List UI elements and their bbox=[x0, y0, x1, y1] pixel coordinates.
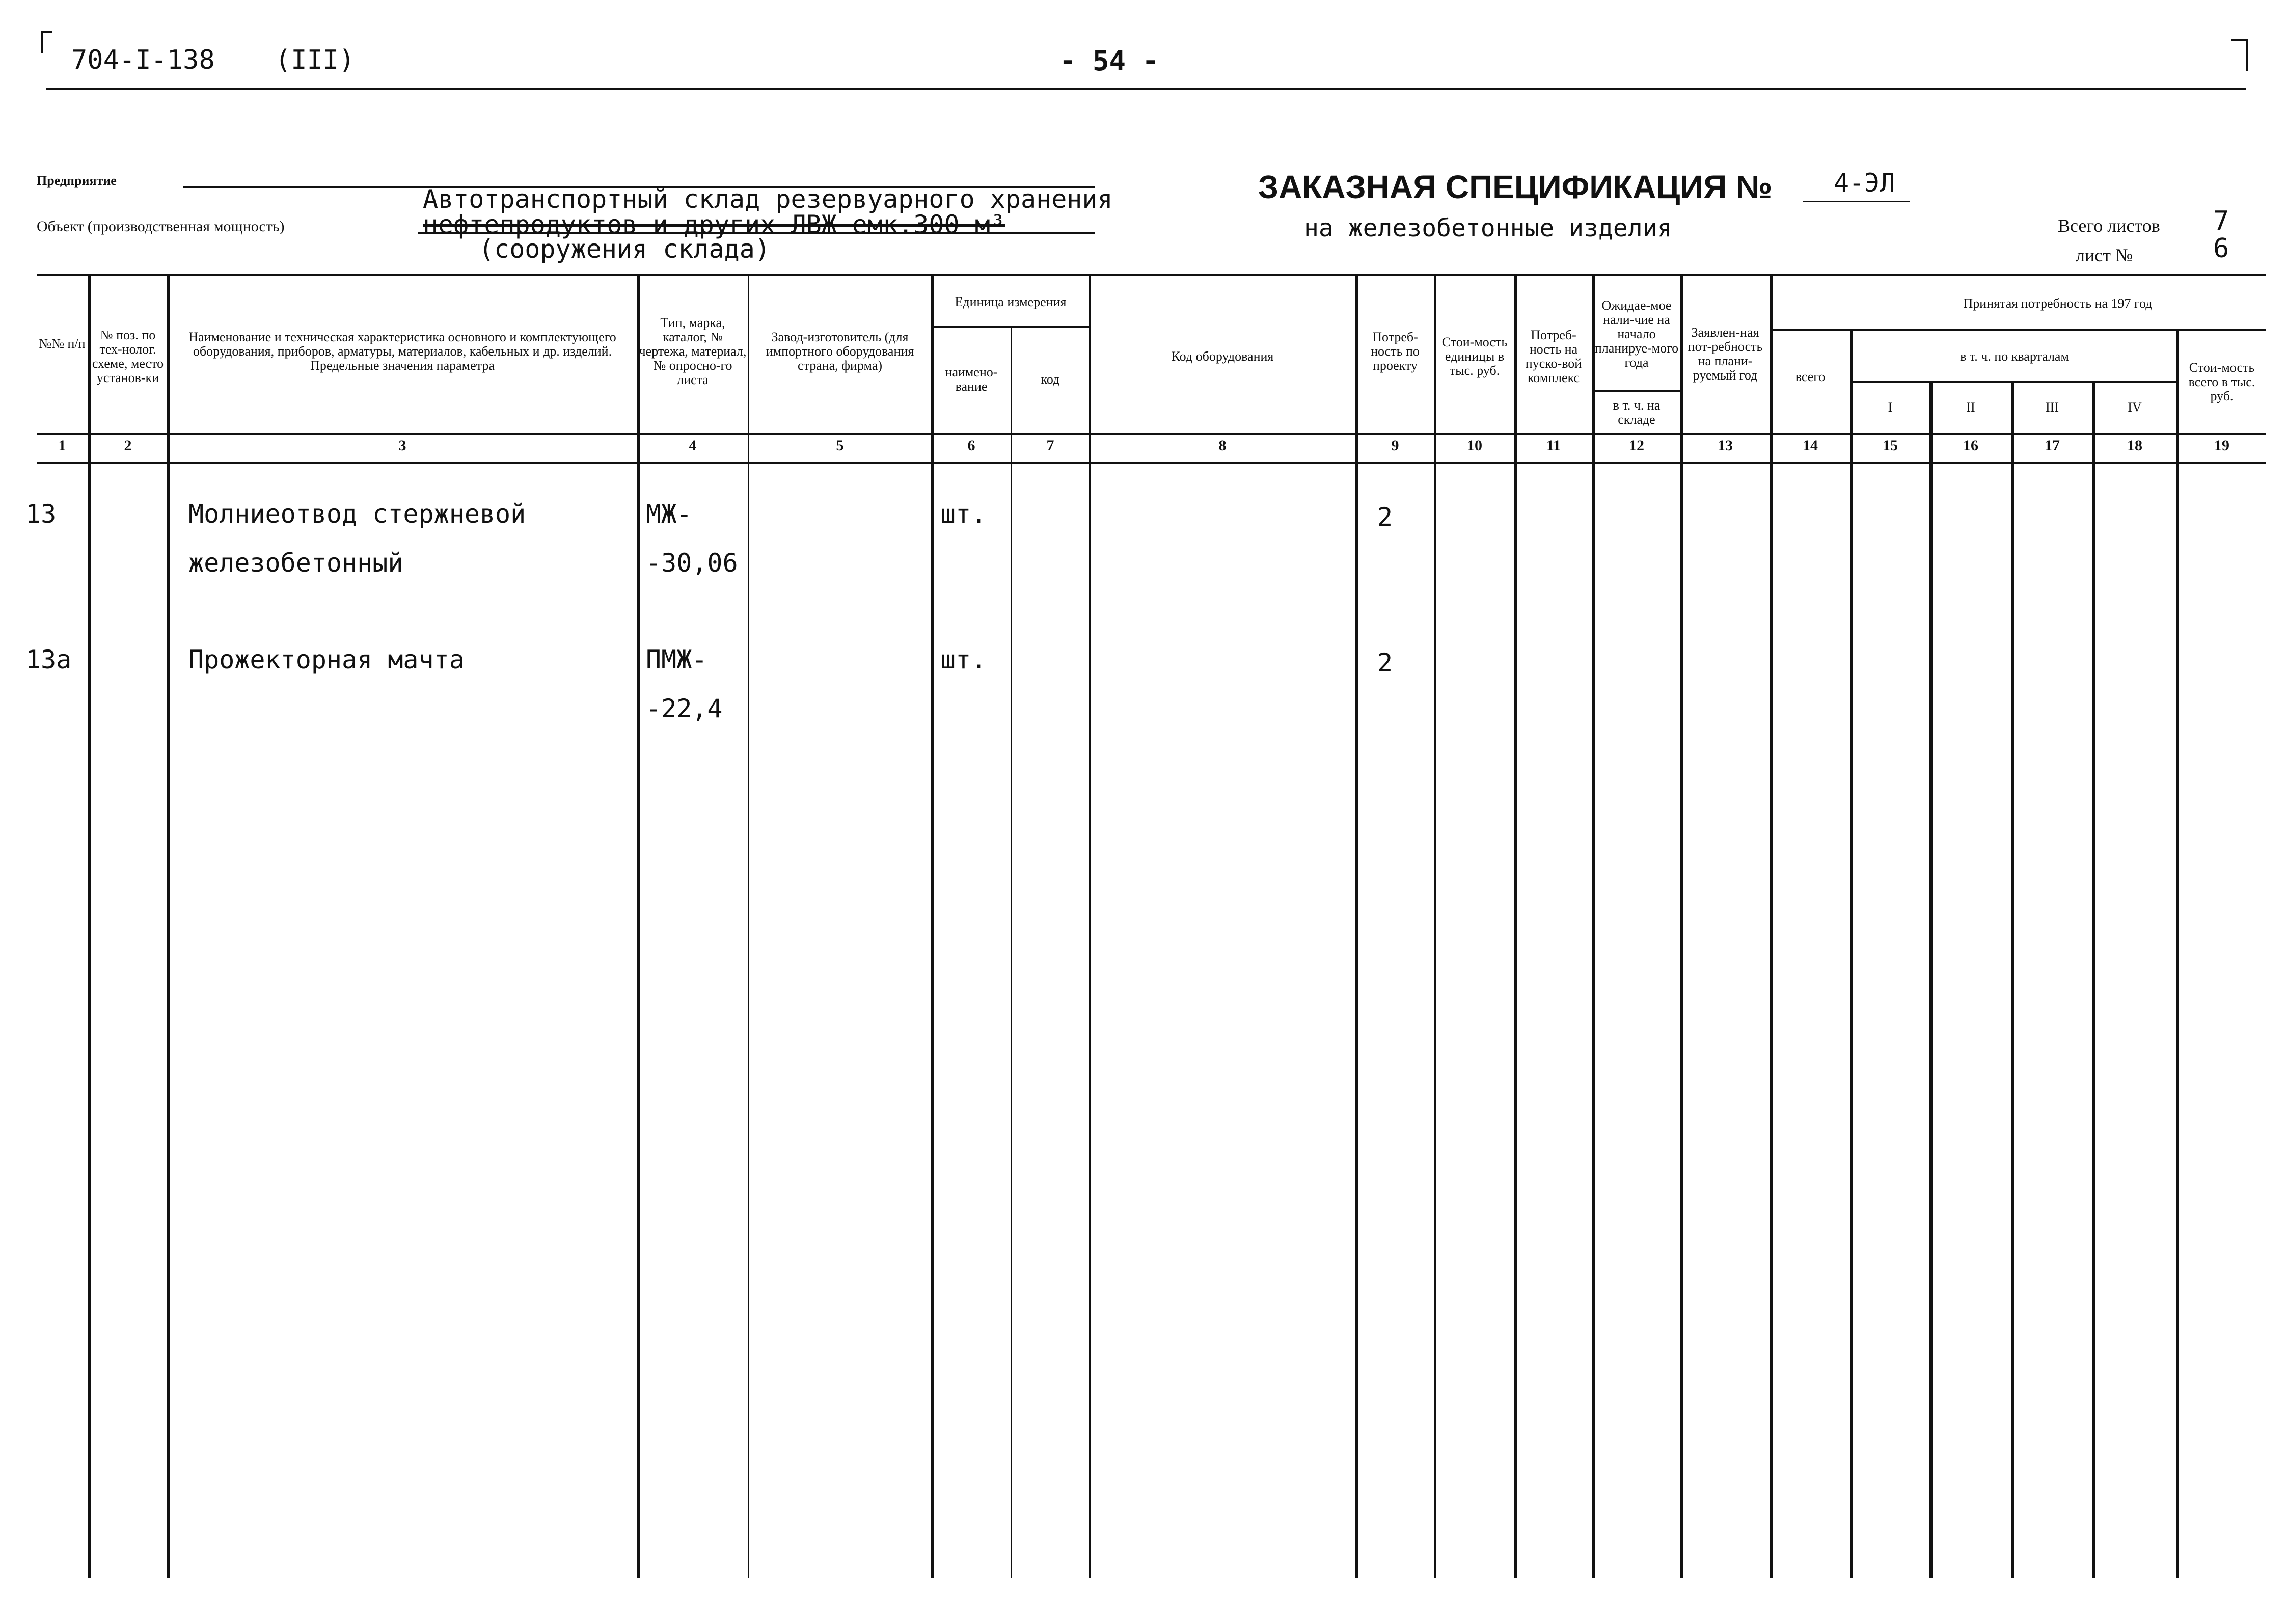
row-number: 13а bbox=[25, 645, 72, 674]
col-line-14 bbox=[1850, 329, 1853, 1578]
col12-split-rule bbox=[1592, 390, 1680, 392]
total-sheets-value: 7 bbox=[2213, 206, 2229, 236]
col-line-8 bbox=[1355, 274, 1358, 1578]
item-unit: шт. bbox=[940, 499, 987, 529]
table-top-rule bbox=[37, 274, 2266, 276]
col-header-11: Потреб-ность на пуско-вой комплекс bbox=[1525, 328, 1582, 385]
col-number-11: 11 bbox=[1546, 437, 1561, 454]
col-number-7: 7 bbox=[1046, 437, 1054, 454]
sheet-label: лист № bbox=[2076, 245, 2133, 265]
col-header-13: Заявлен-ная пот-ребность на плани-руемый год bbox=[1688, 325, 1763, 383]
spec-subtitle: на железобетонные изделия bbox=[1304, 214, 1672, 242]
corner-mark-left bbox=[41, 31, 52, 53]
col-line-16 bbox=[2011, 381, 2014, 1578]
col-number-16: 16 bbox=[1963, 437, 1978, 454]
row-number: 13 bbox=[25, 499, 57, 529]
col-number-14: 14 bbox=[1803, 437, 1818, 454]
col-line-18 bbox=[2176, 329, 2179, 1578]
item-name-line2: железобетонный bbox=[188, 548, 403, 578]
col-line-17 bbox=[2092, 381, 2096, 1578]
col-number-18: 18 bbox=[2127, 437, 2142, 454]
unit-group-rule bbox=[931, 326, 1089, 328]
accepted-group-header: Принятая потребность на 197 год bbox=[1963, 296, 2153, 311]
col-header-3: Наименование и техническая характеристика основного и комплектующего оборудования, приборов, арматуры, материалов, кабельных и др. изделий. Предельные значения параметра bbox=[188, 330, 616, 373]
object-name-line3: (сооружения склада) bbox=[479, 234, 770, 264]
col-number-19: 19 bbox=[2214, 437, 2229, 454]
object-label: Объект (производственная мощность) bbox=[37, 218, 285, 235]
unit-group-header: Единица измерения bbox=[955, 294, 1067, 309]
col-header-2: № поз. по тех-нолог. схеме, место установ-ки bbox=[92, 328, 164, 385]
col-header-17: III bbox=[2046, 400, 2059, 415]
spec-number: 4-ЭЛ bbox=[1834, 168, 1895, 198]
object-name-line2: нефтепродуктов и других ЛВЖ емк.300 м³ bbox=[423, 210, 1005, 239]
col-line-11 bbox=[1592, 274, 1595, 1578]
enterprise-label: Предприятие bbox=[37, 173, 117, 188]
col-header-12-top: Ожидае-мое нали-чие на начало планируе-мого года bbox=[1594, 298, 1679, 370]
col-number-3: 3 bbox=[398, 437, 406, 454]
item-type-line2: -30,06 bbox=[646, 548, 738, 578]
item-type-line1: МЖ- bbox=[646, 499, 692, 529]
col-line-1 bbox=[88, 274, 91, 1578]
accepted-group-rule bbox=[1770, 329, 2266, 331]
col-line-15 bbox=[1929, 381, 1933, 1578]
page-number: - 54 - bbox=[1059, 45, 1159, 77]
col-number-10: 10 bbox=[1467, 437, 1482, 454]
col-line-9 bbox=[1434, 274, 1436, 1578]
col-number-17: 17 bbox=[2045, 437, 2060, 454]
col-header-18: IV bbox=[2128, 400, 2142, 415]
col-number-1: 1 bbox=[58, 437, 66, 454]
col-header-4: Тип, марка, каталог, № чертежа, материал, № опросно-го листа bbox=[639, 315, 747, 387]
col-number-9: 9 bbox=[1391, 437, 1399, 454]
col-line-13 bbox=[1770, 274, 1773, 1578]
total-sheets-label: Всего листов bbox=[2058, 215, 2160, 236]
item-quantity: 2 bbox=[1377, 648, 1393, 678]
item-type-line1: ПМЖ- bbox=[646, 645, 707, 674]
col-number-4: 4 bbox=[689, 437, 697, 454]
col-number-6: 6 bbox=[967, 437, 975, 454]
spec-number-line bbox=[1803, 201, 1910, 202]
col-line-12 bbox=[1680, 274, 1683, 1578]
object-name-line1: Автотранспортный склад резервуарного хранения bbox=[423, 184, 1113, 214]
corner-mark-right bbox=[2231, 39, 2248, 71]
volume-number: (III) bbox=[275, 45, 355, 75]
col-number-15: 15 bbox=[1883, 437, 1898, 454]
col-line-5 bbox=[931, 274, 934, 1578]
col-number-8: 8 bbox=[1218, 437, 1227, 454]
col-line-2 bbox=[167, 274, 170, 1578]
quarters-group-header: в т. ч. по кварталам bbox=[1960, 349, 2069, 364]
item-name-line1: Молниеотвод стержневой bbox=[188, 499, 526, 529]
col-number-5: 5 bbox=[836, 437, 844, 454]
col-header-1: №№ п/п bbox=[39, 336, 86, 351]
col-number-12: 12 bbox=[1629, 437, 1644, 454]
item-quantity: 2 bbox=[1377, 502, 1393, 532]
col-header-16: II bbox=[1966, 400, 1975, 415]
item-name-line1: Прожекторная мачта bbox=[188, 645, 465, 674]
col-header-8: Код оборудования bbox=[1171, 349, 1274, 364]
header-rule bbox=[46, 88, 2246, 90]
col-line-3 bbox=[637, 274, 640, 1578]
col-header-5: Завод-изготовитель (для импортного оборудования страна, фирма) bbox=[766, 330, 914, 373]
item-type-line2: -22,4 bbox=[646, 694, 723, 723]
doc-number: 704-I-138 bbox=[71, 45, 215, 75]
col-header-10: Стои-мость единицы в тыс. руб. bbox=[1441, 335, 1508, 378]
col-number-2: 2 bbox=[124, 437, 132, 454]
col-line-7 bbox=[1089, 274, 1091, 1578]
sheet-value: 6 bbox=[2213, 233, 2229, 264]
col-line-6 bbox=[1011, 326, 1012, 1578]
col-header-6: наимено-вание bbox=[945, 365, 998, 394]
col-header-7: код bbox=[1041, 372, 1060, 387]
spec-title: ЗАКАЗНАЯ СПЕЦИФИКАЦИЯ № bbox=[1258, 169, 1773, 205]
col-header-12-bottom: в т. ч. на складе bbox=[1613, 398, 1661, 427]
col-header-9: Потреб-ность по проекту bbox=[1371, 330, 1420, 373]
col-header-14: всего bbox=[1795, 369, 1826, 384]
item-unit: шт. bbox=[940, 645, 987, 674]
col-header-15: I bbox=[1888, 400, 1893, 415]
col-line-10 bbox=[1514, 274, 1517, 1578]
col-number-13: 13 bbox=[1718, 437, 1733, 454]
col-line-4 bbox=[748, 274, 749, 1578]
col-header-19: Стои-мость всего в тыс. руб. bbox=[2188, 360, 2255, 403]
